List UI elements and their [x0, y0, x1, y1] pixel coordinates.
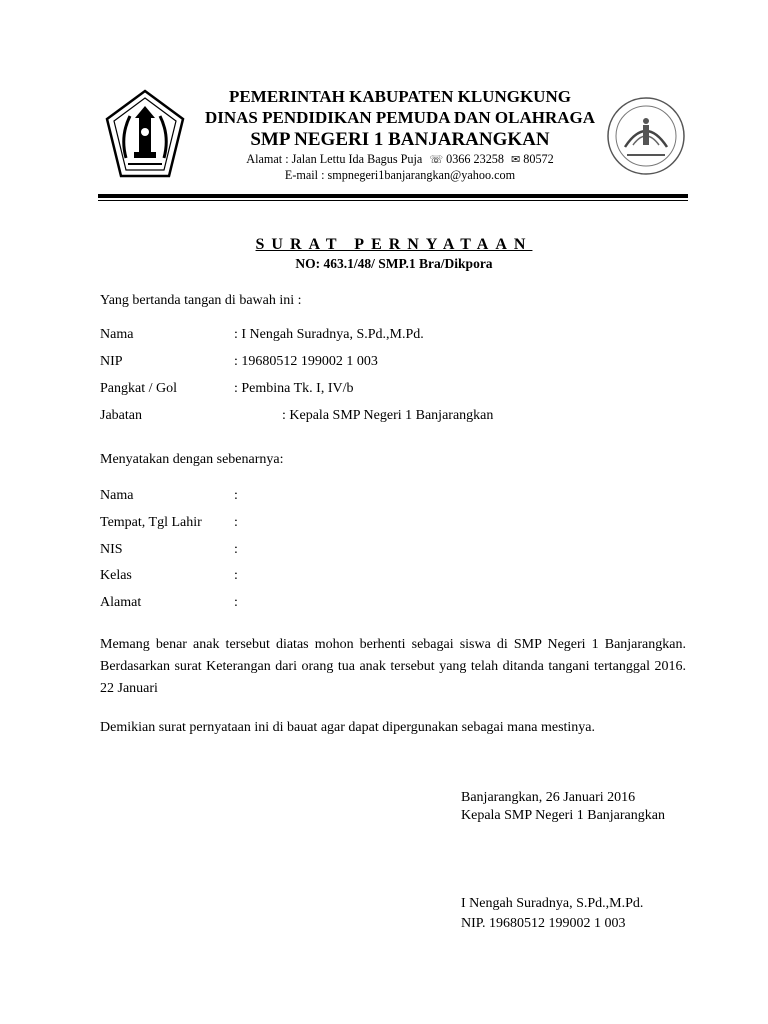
- intro-text: Yang bertanda tangan di bawah ini :: [100, 293, 302, 308]
- declaration-text: Menyatakan dengan sebenarnya:: [100, 452, 284, 467]
- student-address-value: :: [234, 595, 238, 610]
- letterhead-line-2: DINAS PENDIDIKAN PEMUDA DAN OLAHRAGA: [204, 108, 596, 127]
- email: E-mail : smpnegeri1banjarangkan@yahoo.com: [284, 168, 516, 182]
- letterhead-divider-thick: [98, 194, 688, 198]
- student-name-value: :: [234, 488, 238, 503]
- signer-rank-label: Pangkat / Gol: [100, 381, 177, 396]
- student-birth-value: :: [234, 515, 238, 530]
- signature-position: Kepala SMP Negeri 1 Banjarangkan: [461, 808, 665, 823]
- body-paragraph: Memang benar anak tersebut diatas mohon berhenti sebagai siswa di SMP Negeri 1 Banjarangkan. Berdasarkan surat Keterangan dari orang tua anak tersebut yang telah ditanda tangani tertanggal 2016. 22 Januari: [100, 637, 686, 696]
- letterhead: [190, 86, 610, 183]
- school-emblem-logo: [605, 95, 687, 177]
- letterhead-address-line: [190, 152, 610, 168]
- student-class-value: :: [234, 568, 238, 583]
- school-name: SMP NEGERI 1 BANJARANGKAN: [250, 129, 550, 150]
- signer-rank-value: : Pembina Tk. I, IV/b: [234, 381, 354, 396]
- student-nis-label: NIS: [100, 542, 123, 557]
- student-birth-label: Tempat, Tgl Lahir: [100, 515, 202, 530]
- signer-position-label: Jabatan: [100, 408, 142, 423]
- student-nis-value: :: [234, 542, 238, 557]
- student-address-label: Alamat: [100, 595, 142, 610]
- signer-name-value: : I Nengah Suradnya, S.Pd.,M.Pd.: [234, 327, 424, 342]
- signer-position-value: : Kepala SMP Negeri 1 Banjarangkan: [282, 408, 494, 423]
- letterhead-divider-thin: [98, 200, 688, 201]
- address: Alamat : Jalan Lettu Ida Bagus Puja: [246, 152, 423, 166]
- regency-emblem-logo: [104, 88, 186, 180]
- signer-name-label: Nama: [100, 327, 134, 342]
- signature-name: I Nengah Suradnya, S.Pd.,M.Pd.: [461, 896, 644, 911]
- signer-nip-label: NIP: [100, 354, 123, 369]
- postcode: 80572: [523, 152, 554, 166]
- phone: 0366 23258: [446, 152, 504, 166]
- letterhead-line-1: PEMERINTAH KABUPATEN KLUNGKUNG: [229, 87, 571, 106]
- document-title: SURAT PERNYATAAN: [255, 236, 533, 253]
- signature-nip: NIP. 19680512 199002 1 003: [461, 916, 626, 931]
- document-number: NO: 463.1/48/ SMP.1 Bra/Dikpora: [295, 256, 493, 271]
- phone-icon: ☏: [429, 154, 444, 166]
- envelope-icon: ✉: [511, 154, 521, 166]
- closing-text: Demikian surat pernyataan ini di bauat agar dapat dipergunakan sebagai mana mestinya.: [100, 720, 596, 735]
- signer-nip-value: : 19680512 199002 1 003: [234, 354, 378, 369]
- student-name-label: Nama: [100, 488, 134, 503]
- signature-place-date: Banjarangkan, 26 Januari 2016: [461, 790, 636, 805]
- student-class-label: Kelas: [100, 568, 132, 583]
